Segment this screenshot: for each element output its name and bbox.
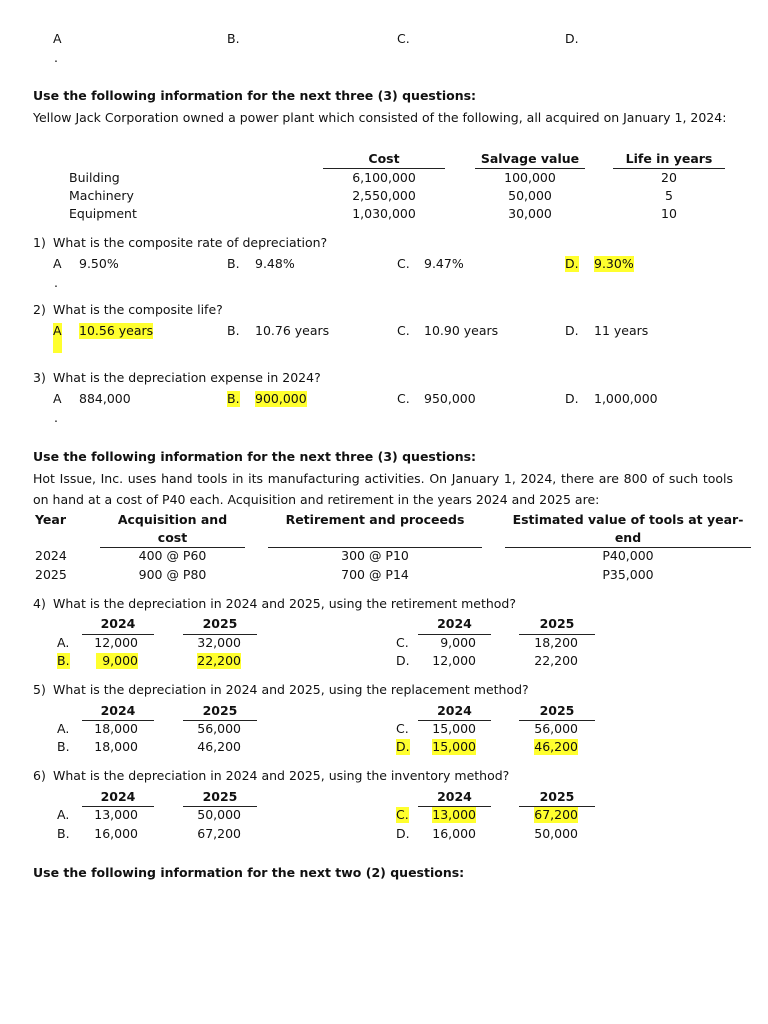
q3-choice-d-value: 1,000,000 xyxy=(594,391,658,406)
col-year-header: Year xyxy=(35,512,66,527)
asset-salvage: 50,000 xyxy=(508,188,552,203)
q4-choice-b-letter: B. xyxy=(57,653,70,668)
stray-dot: . xyxy=(54,50,58,65)
col-life-underline xyxy=(613,168,725,169)
q6-choice-c-2024-highlighted: 13,000 xyxy=(432,807,476,822)
q4-right-header-2025: 2025 xyxy=(539,616,575,631)
q4-left-header-2025: 2025 xyxy=(202,616,238,631)
q4-choice-b-2025-highlighted: 22,200 xyxy=(197,653,241,668)
stray-dot: . xyxy=(54,275,58,290)
q5-right-header-2025: 2025 xyxy=(539,703,575,718)
section1-heading: Use the following information for the next three (3) questions: xyxy=(33,88,477,103)
q6-choice-b-2024: 16,000 xyxy=(94,826,138,841)
q4-choice-c-2025: 18,200 xyxy=(534,635,578,650)
asset-cost: 1,030,000 xyxy=(352,206,416,221)
q4-choice-d-2025: 22,200 xyxy=(534,653,578,668)
q4-choice-d-letter: D. xyxy=(396,653,410,668)
q5-choice-c-2025: 56,000 xyxy=(534,721,578,736)
q2-choice-a-value-highlighted: 10.56 years xyxy=(79,323,154,338)
q2-choice-c-value: 10.90 years xyxy=(424,323,499,338)
top-choice-c: C. xyxy=(397,31,410,46)
q1-choice-d-letter: D. xyxy=(565,256,579,271)
col-ret-header: Retirement and proceeds xyxy=(285,512,465,527)
asset-name: Machinery xyxy=(69,188,134,203)
asset-name: Building xyxy=(69,170,120,185)
q2-choice-a-letter: A xyxy=(53,323,62,353)
q2-number: 2) xyxy=(33,302,46,317)
section1-intro: Yellow Jack Corporation owned a power plant which consisted of the following, all acquired on January 1, 2024: xyxy=(33,110,727,125)
q5-choice-c-letter: C. xyxy=(396,721,409,736)
q5-choice-d-2024-highlighted: 15,000 xyxy=(432,739,476,754)
section3-heading: Use the following information for the next two (2) questions: xyxy=(33,865,465,880)
q5-choice-a-2025: 56,000 xyxy=(197,721,241,736)
q3-choice-a-value: 884,000 xyxy=(79,391,131,406)
q4-choice-a-letter: A. xyxy=(57,635,70,650)
q4-choice-c-2024: 9,000 xyxy=(440,635,476,650)
q6-choice-d-letter: D. xyxy=(396,826,410,841)
q5-choice-b-2025: 46,200 xyxy=(197,739,241,754)
q6-right-header-2025: 2025 xyxy=(539,789,575,804)
q1-choice-d-value-highlighted: 9.30% xyxy=(594,256,634,271)
q6-choice-a-letter: A. xyxy=(57,807,70,822)
q5-choice-a-letter: A. xyxy=(57,721,70,736)
asset-life: 20 xyxy=(661,170,677,185)
q4-right-header-2024: 2024 xyxy=(437,616,472,631)
tools-ret: 300 @ P10 xyxy=(341,548,409,563)
col-salvage-header: Salvage value xyxy=(480,151,580,166)
q4-text: What is the depreciation in 2024 and 2025, using the retirement method? xyxy=(53,596,516,611)
q5-left-header-2024: 2024 xyxy=(100,703,136,718)
col-salvage-underline xyxy=(475,168,585,169)
q6-choice-a-2025: 50,000 xyxy=(197,807,241,822)
q2-choice-c-letter: C. xyxy=(397,323,410,338)
q2-choice-d-letter: D. xyxy=(565,323,579,338)
q5-number: 5) xyxy=(33,682,46,697)
q2-text: What is the composite life? xyxy=(53,302,223,317)
q6-choice-b-letter: B. xyxy=(57,826,70,841)
q6-choice-d-2025: 50,000 xyxy=(534,826,578,841)
q6-choice-b-2025: 67,200 xyxy=(197,826,241,841)
q1-choice-b-value: 9.48% xyxy=(255,256,295,271)
tools-year: 2025 xyxy=(35,567,67,582)
section2-heading: Use the following information for the next three (3) questions: xyxy=(33,449,477,464)
q1-choice-b-letter: B. xyxy=(227,256,240,271)
tools-year: 2024 xyxy=(35,548,67,563)
q4-choice-c-letter: C. xyxy=(396,635,409,650)
asset-cost: 2,550,000 xyxy=(352,188,416,203)
top-choice-b: B. xyxy=(227,31,240,46)
q2-choice-b-letter: B. xyxy=(227,323,240,338)
col-acq-header: Acquisition and xyxy=(117,512,228,527)
asset-life: 5 xyxy=(665,188,673,203)
q4-left-header-2024: 2024 xyxy=(100,616,136,631)
q5-choice-a-2024: 18,000 xyxy=(94,721,138,736)
q6-choice-c-2025-highlighted: 67,200 xyxy=(534,807,578,822)
q2-choice-d-value: 11 years xyxy=(594,323,649,338)
q1-text: What is the composite rate of depreciation? xyxy=(53,235,328,250)
q1-choice-c-letter: C. xyxy=(397,256,410,271)
q3-choice-c-letter: C. xyxy=(397,391,410,406)
q6-number: 6) xyxy=(33,768,46,783)
q2-choice-b-value: 10.76 years xyxy=(255,323,330,338)
asset-cost: 6,100,000 xyxy=(352,170,416,185)
q4-number: 4) xyxy=(33,596,46,611)
q1-choice-a-letter: A xyxy=(53,256,62,271)
tools-est: P40,000 xyxy=(602,548,654,563)
asset-salvage: 30,000 xyxy=(508,206,552,221)
col-est-header: Estimated value of tools at year- xyxy=(512,512,744,527)
q6-text: What is the depreciation in 2024 and 2025, using the inventory method? xyxy=(53,768,510,783)
top-choice-d: D. xyxy=(565,31,579,46)
col-cost-underline xyxy=(323,168,445,169)
q5-choice-d-2025-highlighted: 46,200 xyxy=(534,739,578,754)
q4-choice-a-2024: 12,000 xyxy=(94,635,138,650)
asset-salvage: 100,000 xyxy=(504,170,556,185)
stray-dot: . xyxy=(54,410,58,425)
q5-choice-d-letter: D. xyxy=(396,739,410,754)
col-acq-header-line2: cost xyxy=(157,530,188,545)
q4-choice-a-2025: 32,000 xyxy=(197,635,241,650)
asset-name: Equipment xyxy=(69,206,137,221)
q4-choice-d-2024: 12,000 xyxy=(432,653,476,668)
tools-ret: 700 @ P14 xyxy=(341,567,409,582)
q3-number: 3) xyxy=(33,370,46,385)
q1-choice-a-value: 9.50% xyxy=(79,256,119,271)
q1-number: 1) xyxy=(33,235,46,250)
q5-right-header-2024: 2024 xyxy=(437,703,472,718)
tools-acq: 900 @ P80 xyxy=(138,567,207,582)
tools-est: P35,000 xyxy=(602,567,654,582)
q1-choice-c-value: 9.47% xyxy=(424,256,464,271)
q6-right-header-2024: 2024 xyxy=(437,789,472,804)
q6-choice-c-letter: C. xyxy=(396,807,409,822)
section2-intro: Hot Issue, Inc. uses hand tools in its manufacturing activities. On January 1, 2024, there are 800 of such tools on hand at a cost of P40 each. Acquisition and retirement in the years 2024 and 2025 are: xyxy=(33,471,733,507)
col-cost-header: Cost xyxy=(368,151,400,166)
q5-choice-c-2024: 15,000 xyxy=(432,721,476,736)
q3-choice-c-value: 950,000 xyxy=(424,391,476,406)
tools-acq: 400 @ P60 xyxy=(138,548,207,563)
q3-choice-b-value-highlighted: 900,000 xyxy=(255,391,307,406)
q6-left-header-2024: 2024 xyxy=(100,789,136,804)
q6-left-header-2025: 2025 xyxy=(202,789,238,804)
q4-choice-b-2024-highlighted: 9,000 xyxy=(96,653,138,669)
col-life-header: Life in years xyxy=(625,151,713,166)
q6-choice-d-2024: 16,000 xyxy=(432,826,476,841)
top-choice-a: A xyxy=(53,31,62,46)
q3-text: What is the depreciation expense in 2024? xyxy=(53,370,321,385)
q5-choice-b-2024: 18,000 xyxy=(94,739,138,754)
q3-choice-a-letter: A xyxy=(53,391,62,406)
q3-choice-d-letter: D. xyxy=(565,391,579,406)
q6-choice-a-2024: 13,000 xyxy=(94,807,138,822)
q5-left-header-2025: 2025 xyxy=(202,703,238,718)
col-est-header-line2: end xyxy=(614,530,642,545)
asset-life: 10 xyxy=(661,206,677,221)
q5-text: What is the depreciation in 2024 and 2025, using the replacement method? xyxy=(53,682,529,697)
q3-choice-b-letter: B. xyxy=(227,391,240,406)
q5-choice-b-letter: B. xyxy=(57,739,70,754)
